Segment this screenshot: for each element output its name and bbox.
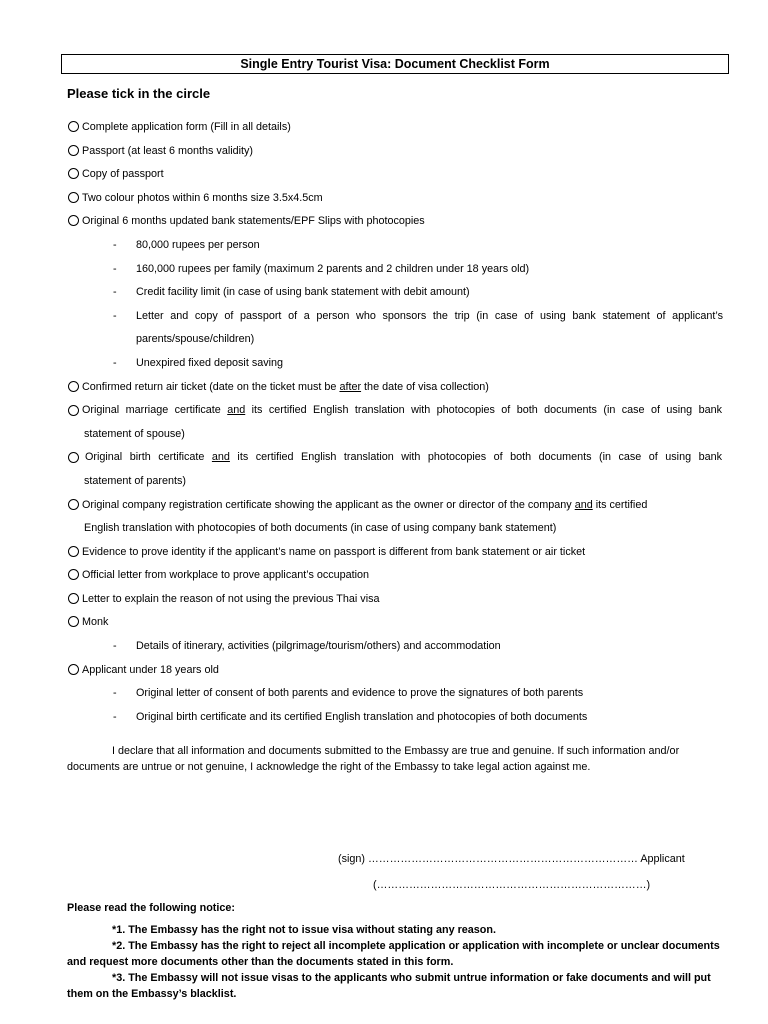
sub-item bbox=[0, 305, 768, 329]
dash-bullet: - bbox=[113, 356, 117, 369]
notice-list bbox=[67, 922, 725, 1002]
item-label-underlined: and bbox=[211, 451, 230, 464]
item-label: Passport (at least 6 months validity) bbox=[82, 144, 254, 157]
item-label-part: Original birth certificate bbox=[85, 451, 212, 464]
checklist-item bbox=[0, 399, 768, 423]
item-continuation: statement of spouse) bbox=[84, 427, 185, 440]
applicant-label: Applicant bbox=[637, 853, 685, 865]
item-label-part: Original company registration certificate showing the applicant as the owner or director of the company bbox=[82, 498, 575, 511]
checklist-item bbox=[0, 541, 768, 565]
checkbox-circle[interactable] bbox=[68, 452, 79, 463]
dash-bullet: - bbox=[113, 640, 117, 653]
item-label: Original 6 months updated bank statements/EPF Slips with photocopies bbox=[82, 215, 425, 228]
item-label-part: its certified English translation with photocopies of both documents (in case of using bank bbox=[245, 404, 722, 417]
notice-title: Please read the following notice: bbox=[67, 902, 235, 914]
item-label bbox=[85, 446, 722, 470]
checklist-item bbox=[0, 446, 768, 470]
checklist-item bbox=[0, 376, 768, 400]
item-label bbox=[82, 399, 722, 423]
checkbox-circle[interactable] bbox=[68, 192, 79, 203]
checkbox-circle[interactable] bbox=[68, 168, 79, 179]
item-label: Evidence to prove identity if the applicant’s name on passport is different from bank statement or air ticket bbox=[82, 545, 586, 558]
checklist-item bbox=[0, 564, 768, 588]
checkbox-circle[interactable] bbox=[68, 499, 79, 510]
declaration-paragraph bbox=[67, 743, 725, 775]
checklist-item bbox=[0, 187, 768, 211]
checkbox-circle[interactable] bbox=[68, 381, 79, 392]
item-label-underlined: and bbox=[574, 498, 593, 511]
checklist-item bbox=[0, 116, 768, 140]
notice-item bbox=[67, 938, 725, 970]
sign-label: (sign) bbox=[338, 853, 368, 865]
checklist-item bbox=[0, 611, 768, 635]
signature-field[interactable]: ………………………………………………………………… bbox=[368, 853, 638, 865]
checklist-item bbox=[0, 494, 768, 518]
checklist-item bbox=[0, 210, 768, 234]
checkbox-circle[interactable] bbox=[68, 145, 79, 156]
sub-item-label: Details of itinerary, activities (pilgrimage/tourism/others) and accommodation bbox=[136, 640, 501, 653]
sub-item bbox=[0, 706, 768, 730]
notice-text: *2. The Embassy has the right to reject all incomplete application or application with incomplete or unclear documents and request more documents other than the documents stated in this form. bbox=[67, 940, 720, 968]
signature-line bbox=[338, 853, 685, 865]
form-title: Single Entry Tourist Visa: Document Checklist Form bbox=[61, 54, 729, 74]
item-label-part: its certified English translation with photocopies of both documents (in case of using bank bbox=[229, 451, 722, 464]
sub-item-label: Credit facility limit (in case of using bank statement with debit amount) bbox=[136, 286, 470, 299]
sub-item-label: 160,000 rupees per family (maximum 2 parents and 2 children under 18 years old) bbox=[136, 262, 530, 275]
item-label: Applicant under 18 years old bbox=[82, 663, 219, 676]
checkbox-circle[interactable] bbox=[68, 405, 79, 416]
checklist-item bbox=[0, 659, 768, 683]
checklist-item bbox=[0, 140, 768, 164]
checkbox-circle[interactable] bbox=[68, 664, 79, 675]
item-label: Two colour photos within 6 months size 3.5x4.5cm bbox=[82, 191, 323, 204]
checkbox-circle[interactable] bbox=[68, 616, 79, 627]
dash-bullet: - bbox=[113, 687, 117, 700]
dash-bullet: - bbox=[113, 710, 117, 723]
notice-text: *1. The Embassy has the right not to issue visa without stating any reason. bbox=[112, 924, 496, 936]
instruction-heading: Please tick in the circle bbox=[67, 86, 211, 101]
item-label-part: the date of visa collection) bbox=[361, 380, 489, 393]
item-continuation: English translation with photocopies of both documents (in case of using company bank statement) bbox=[84, 522, 557, 535]
checkbox-circle[interactable] bbox=[68, 121, 79, 132]
item-continuation: statement of parents) bbox=[84, 474, 187, 487]
sub-item bbox=[0, 635, 768, 659]
item-label: Copy of passport bbox=[82, 168, 164, 181]
sub-item bbox=[0, 234, 768, 258]
item-label-part: Original marriage certificate bbox=[82, 404, 228, 417]
checklist bbox=[0, 116, 768, 729]
item-label-part: Confirmed return air ticket (date on the ticket must be bbox=[82, 380, 340, 393]
notice-item bbox=[67, 922, 725, 938]
checkbox-circle[interactable] bbox=[68, 546, 79, 557]
sub-item bbox=[0, 258, 768, 282]
item-label: Monk bbox=[82, 616, 109, 629]
checkbox-circle[interactable] bbox=[68, 593, 79, 604]
sub-item-continuation: parents/spouse/children) bbox=[136, 333, 255, 346]
dash-bullet: - bbox=[113, 309, 117, 322]
checkbox-circle[interactable] bbox=[68, 569, 79, 580]
sub-item-label: Unexpired fixed deposit saving bbox=[136, 356, 284, 369]
checklist-item bbox=[0, 588, 768, 612]
dash-bullet: - bbox=[113, 286, 117, 299]
checklist-item bbox=[0, 163, 768, 187]
item-label: Complete application form (Fill in all details) bbox=[82, 121, 291, 133]
sub-item bbox=[0, 352, 768, 376]
notice-text: *3. The Embassy will not issue visas to the applicants who submit untrue information or fake documents and will put them on the Embassy’s blacklist. bbox=[67, 972, 711, 1000]
item-label-part: its certified bbox=[592, 498, 648, 511]
notice-item bbox=[67, 970, 725, 1002]
sub-item-label: Letter and copy of passport of a person who sponsors the trip (in case of using bank statement of applicant’s bbox=[136, 309, 723, 322]
checkbox-circle[interactable] bbox=[68, 215, 79, 226]
item-label: Official letter from workplace to prove applicant’s occupation bbox=[82, 569, 370, 582]
declaration-text: I declare that all information and documents submitted to the Embassy are true and genuine. If such information and/or documents are untrue or not genuine, I acknowledge the right of the Embassy to take legal action against me. bbox=[67, 745, 680, 773]
sub-item bbox=[0, 682, 768, 706]
sub-item-label: Original letter of consent of both parents and evidence to prove the signatures of both parents bbox=[136, 687, 584, 700]
sub-item-label: 80,000 rupees per person bbox=[136, 238, 260, 251]
name-field[interactable]: (…………………………………………………………………) bbox=[373, 879, 651, 891]
sub-item bbox=[0, 281, 768, 305]
item-label: Letter to explain the reason of not using the previous Thai visa bbox=[82, 592, 380, 605]
dash-bullet: - bbox=[113, 262, 117, 275]
sub-item-label: Original birth certificate and its certified English translation and photocopies of both documents bbox=[136, 710, 588, 723]
item-label-underlined: and bbox=[227, 404, 246, 417]
dash-bullet: - bbox=[113, 238, 117, 251]
item-label-underlined: after bbox=[339, 380, 362, 393]
